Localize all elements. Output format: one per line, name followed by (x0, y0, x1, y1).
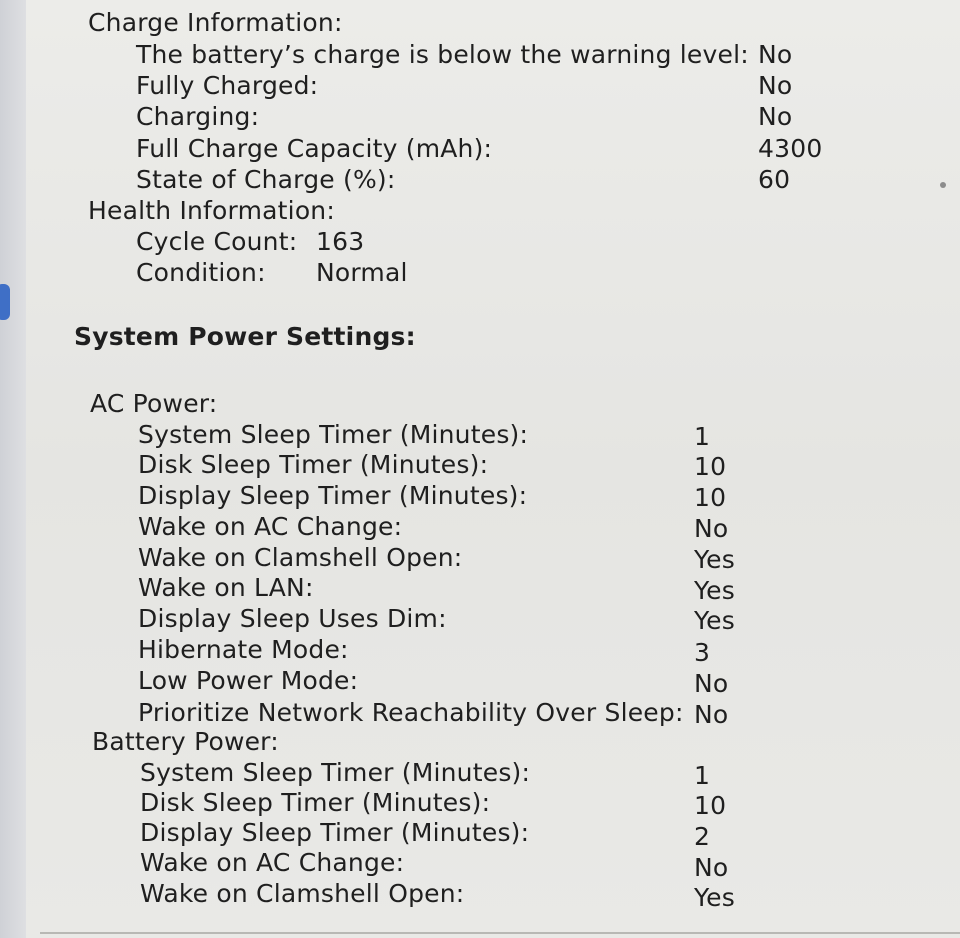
battery-power-header: Battery Power: (92, 727, 279, 756)
setting-label: Low Power Mode: (138, 666, 359, 695)
setting-label: Disk Sleep Timer (Minutes): (138, 450, 489, 479)
sidebar-edge (0, 0, 26, 938)
setting-label: Wake on Clamshell Open: (140, 879, 465, 908)
setting-value: No (694, 700, 729, 729)
info-value: No (758, 71, 793, 100)
setting-label: System Sleep Timer (Minutes): (138, 420, 529, 449)
setting-label: Wake on AC Change: (140, 848, 405, 877)
sidebar-selection-indicator (0, 284, 10, 320)
setting-label: Wake on AC Change: (138, 512, 403, 541)
setting-value: No (694, 669, 729, 698)
setting-label: Disk Sleep Timer (Minutes): (140, 788, 491, 817)
health-info-header: Health Information: (88, 196, 335, 225)
info-label: State of Charge (%): (136, 165, 396, 194)
setting-value: Yes (694, 576, 735, 605)
info-value: 4300 (758, 134, 823, 163)
setting-label: Display Sleep Uses Dim: (138, 604, 447, 633)
setting-label: Hibernate Mode: (138, 635, 349, 664)
info-value: 163 (316, 227, 365, 256)
setting-label: Wake on Clamshell Open: (138, 543, 463, 572)
setting-value: Yes (694, 606, 735, 635)
info-value: 60 (758, 165, 791, 194)
info-value: No (758, 40, 793, 69)
setting-value: 10 (694, 452, 727, 481)
info-label: Condition: (136, 258, 266, 287)
info-label: Charging: (136, 102, 260, 131)
setting-label: Display Sleep Timer (Minutes): (140, 818, 530, 847)
setting-value: No (694, 853, 729, 882)
info-label: Cycle Count: (136, 227, 298, 256)
info-value: No (758, 102, 793, 131)
info-label: Fully Charged: (136, 71, 319, 100)
charge-info-header: Charge Information: (88, 8, 343, 37)
setting-value: 1 (694, 422, 711, 451)
setting-label: Prioritize Network Reachability Over Sleep: (138, 698, 684, 727)
setting-value: 10 (694, 791, 727, 820)
setting-value: Yes (694, 883, 735, 912)
setting-value: 1 (694, 761, 711, 790)
setting-label: System Sleep Timer (Minutes): (140, 758, 531, 787)
setting-value: No (694, 514, 729, 543)
info-value: Normal (316, 258, 408, 287)
scroll-indicator (940, 182, 946, 188)
setting-value: 10 (694, 483, 727, 512)
setting-label: Wake on LAN: (138, 573, 314, 602)
ac-power-header: AC Power: (90, 389, 218, 418)
info-label: Full Charge Capacity (mAh): (136, 134, 493, 163)
setting-value: 3 (694, 638, 711, 667)
setting-label: Display Sleep Timer (Minutes): (138, 481, 528, 510)
setting-value: Yes (694, 545, 735, 574)
section-title: System Power Settings: (74, 322, 416, 351)
info-label: The battery’s charge is below the warning level: (136, 40, 749, 69)
divider (40, 932, 960, 934)
setting-value: 2 (694, 822, 711, 851)
